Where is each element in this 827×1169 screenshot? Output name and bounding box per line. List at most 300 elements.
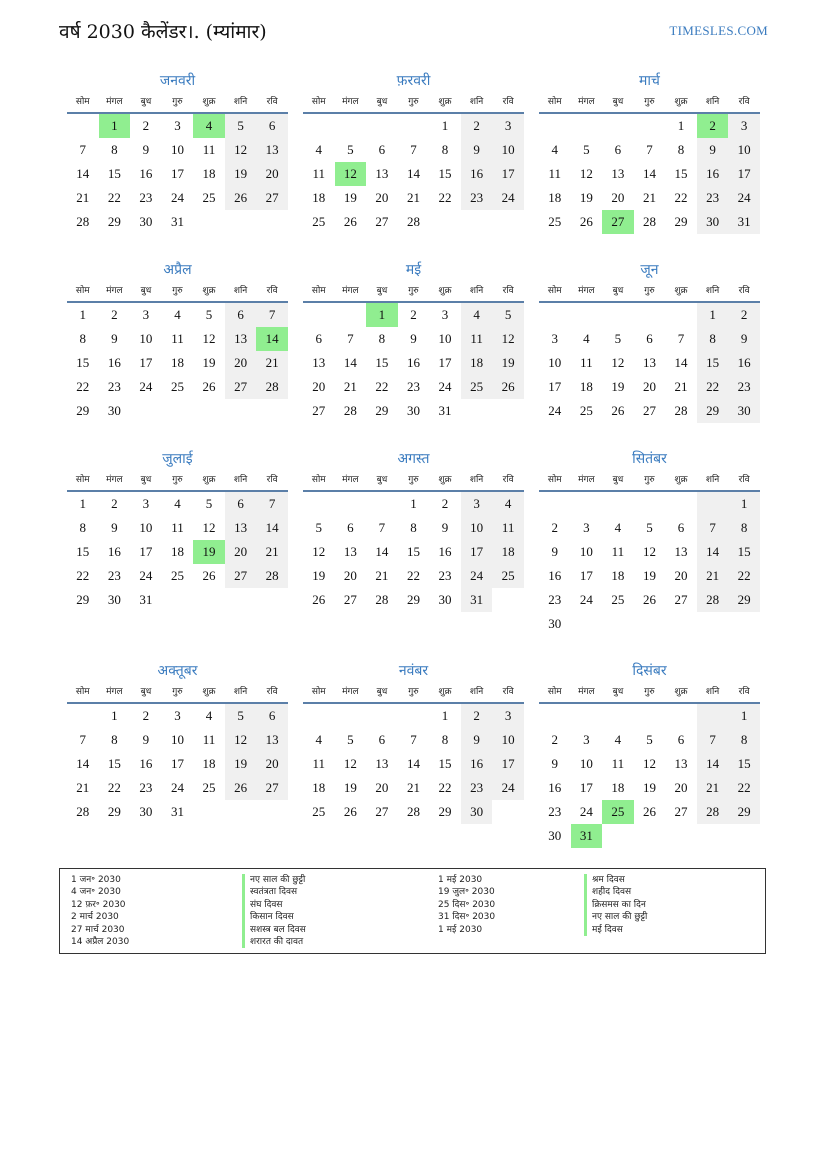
day-cell[interactable]: 9 <box>461 728 493 752</box>
day-cell[interactable]: 15 <box>674 166 688 181</box>
day-cell[interactable]: 13 <box>256 728 288 752</box>
day-cell[interactable]: 20 <box>611 190 625 205</box>
day-cell[interactable]: 21 <box>256 351 288 375</box>
day-cell[interactable]: 17 <box>170 166 184 181</box>
day-cell[interactable]: 11 <box>202 732 216 747</box>
day-cell[interactable]: 28 <box>76 804 90 819</box>
day-cell[interactable]: 9 <box>461 138 493 162</box>
day-cell[interactable]: 15 <box>438 756 452 771</box>
day-cell[interactable]: 15 <box>76 355 90 370</box>
day-cell[interactable]: 17 <box>728 162 760 186</box>
day-cell[interactable]: 2 <box>142 118 150 133</box>
day-cell[interactable]: 22 <box>674 190 688 205</box>
day-cell[interactable]: 3 <box>583 520 590 535</box>
day-cell[interactable]: 18 <box>611 780 625 795</box>
day-cell[interactable]: 15 <box>406 544 420 559</box>
day-cell[interactable]: 20 <box>343 568 357 583</box>
day-cell[interactable]: 21 <box>76 780 90 795</box>
day-cell[interactable]: 28 <box>674 403 688 418</box>
day-cell[interactable]: 7 <box>256 303 288 327</box>
day-cell[interactable]: 22 <box>76 379 90 394</box>
day-cell[interactable]: 27 <box>642 403 656 418</box>
day-cell[interactable]: 15 <box>76 544 90 559</box>
day-cell[interactable]: 4 <box>315 732 323 747</box>
day-cell[interactable]: 20 <box>312 379 326 394</box>
day-cell[interactable]: 29 <box>375 403 389 418</box>
day-cell[interactable]: 14 <box>674 355 688 370</box>
day-cell[interactable]: 23 <box>548 592 562 607</box>
day-cell[interactable]: 3 <box>551 331 559 346</box>
day-cell[interactable]: 28 <box>76 214 90 229</box>
day-cell[interactable]: 22 <box>375 379 389 394</box>
day-cell[interactable]: 17 <box>579 780 593 795</box>
day-cell[interactable]: 19 <box>642 780 656 795</box>
day-cell[interactable]: 15 <box>697 351 729 375</box>
day-cell[interactable]: 26 <box>642 804 656 819</box>
holiday-day-cell[interactable]: 1 <box>99 114 131 138</box>
day-cell[interactable]: 25 <box>548 214 562 229</box>
day-cell[interactable]: 15 <box>107 756 121 771</box>
day-cell[interactable]: 25 <box>170 568 184 583</box>
day-cell[interactable]: 6 <box>677 520 685 535</box>
day-cell[interactable]: 10 <box>170 142 184 157</box>
day-cell[interactable]: 24 <box>139 568 153 583</box>
holiday-day-cell[interactable]: 19 <box>193 540 225 564</box>
day-cell[interactable]: 29 <box>107 214 121 229</box>
day-cell[interactable]: 20 <box>375 190 389 205</box>
day-cell[interactable]: 12 <box>611 355 625 370</box>
day-cell[interactable]: 5 <box>225 114 257 138</box>
day-cell[interactable]: 2 <box>728 303 760 327</box>
day-cell[interactable]: 19 <box>225 752 257 776</box>
day-cell[interactable]: 5 <box>205 496 213 511</box>
day-cell[interactable]: 15 <box>107 166 121 181</box>
day-cell[interactable]: 17 <box>492 752 524 776</box>
day-cell[interactable]: 24 <box>579 592 593 607</box>
day-cell[interactable]: 3 <box>492 114 524 138</box>
day-cell[interactable]: 31 <box>461 588 493 612</box>
day-cell[interactable]: 25 <box>312 804 326 819</box>
day-cell[interactable]: 9 <box>142 732 150 747</box>
day-cell[interactable]: 11 <box>548 166 562 181</box>
day-cell[interactable]: 13 <box>375 756 389 771</box>
day-cell[interactable]: 27 <box>674 804 688 819</box>
day-cell[interactable]: 12 <box>202 520 216 535</box>
day-cell[interactable]: 10 <box>139 520 153 535</box>
day-cell[interactable]: 16 <box>548 568 562 583</box>
day-cell[interactable]: 6 <box>646 331 653 346</box>
day-cell[interactable]: 17 <box>139 355 153 370</box>
day-cell[interactable]: 19 <box>343 780 357 795</box>
day-cell[interactable]: 21 <box>343 379 357 394</box>
day-cell[interactable]: 26 <box>225 186 257 210</box>
day-cell[interactable]: 27 <box>312 403 326 418</box>
day-cell[interactable]: 27 <box>375 214 389 229</box>
day-cell[interactable]: 21 <box>256 540 288 564</box>
day-cell[interactable]: 30 <box>139 804 153 819</box>
day-cell[interactable]: 30 <box>107 403 121 418</box>
day-cell[interactable]: 25 <box>202 190 216 205</box>
day-cell[interactable]: 21 <box>697 564 729 588</box>
day-cell[interactable]: 5 <box>583 142 590 157</box>
day-cell[interactable]: 14 <box>697 540 729 564</box>
day-cell[interactable]: 25 <box>312 214 326 229</box>
day-cell[interactable]: 17 <box>139 544 153 559</box>
day-cell[interactable]: 11 <box>611 756 625 771</box>
day-cell[interactable]: 30 <box>438 592 452 607</box>
day-cell[interactable]: 3 <box>728 114 760 138</box>
day-cell[interactable]: 27 <box>674 592 688 607</box>
day-cell[interactable]: 29 <box>728 588 760 612</box>
day-cell[interactable]: 28 <box>256 564 288 588</box>
day-cell[interactable]: 11 <box>312 756 326 771</box>
day-cell[interactable]: 18 <box>579 379 593 394</box>
day-cell[interactable]: 13 <box>225 516 257 540</box>
day-cell[interactable]: 16 <box>728 351 760 375</box>
day-cell[interactable]: 14 <box>697 752 729 776</box>
day-cell[interactable]: 15 <box>728 540 760 564</box>
day-cell[interactable]: 8 <box>441 142 449 157</box>
day-cell[interactable]: 23 <box>438 568 452 583</box>
day-cell[interactable]: 8 <box>728 516 760 540</box>
day-cell[interactable]: 19 <box>202 355 216 370</box>
day-cell[interactable]: 2 <box>111 496 118 511</box>
day-cell[interactable]: 7 <box>347 331 354 346</box>
day-cell[interactable]: 26 <box>611 403 625 418</box>
day-cell[interactable]: 2 <box>111 307 118 322</box>
day-cell[interactable]: 29 <box>438 804 452 819</box>
day-cell[interactable]: 8 <box>111 142 118 157</box>
day-cell[interactable]: 24 <box>170 780 184 795</box>
day-cell[interactable]: 20 <box>674 568 688 583</box>
day-cell[interactable]: 10 <box>548 355 562 370</box>
day-cell[interactable]: 16 <box>697 162 729 186</box>
day-cell[interactable]: 13 <box>343 544 357 559</box>
day-cell[interactable]: 14 <box>76 166 90 181</box>
day-cell[interactable]: 16 <box>139 166 153 181</box>
day-cell[interactable]: 13 <box>225 327 257 351</box>
day-cell[interactable]: 3 <box>461 492 493 516</box>
day-cell[interactable]: 30 <box>107 592 121 607</box>
day-cell[interactable]: 13 <box>611 166 625 181</box>
day-cell[interactable]: 7 <box>79 142 87 157</box>
day-cell[interactable]: 31 <box>170 214 184 229</box>
day-cell[interactable]: 6 <box>614 142 622 157</box>
day-cell[interactable]: 25 <box>461 375 493 399</box>
day-cell[interactable]: 18 <box>461 351 493 375</box>
day-cell[interactable]: 5 <box>315 520 323 535</box>
day-cell[interactable]: 21 <box>406 190 420 205</box>
day-cell[interactable]: 4 <box>461 303 493 327</box>
day-cell[interactable]: 20 <box>674 780 688 795</box>
day-cell[interactable]: 12 <box>492 327 524 351</box>
day-cell[interactable]: 29 <box>107 804 121 819</box>
day-cell[interactable]: 3 <box>174 118 181 133</box>
day-cell[interactable]: 13 <box>674 544 688 559</box>
day-cell[interactable]: 9 <box>697 138 729 162</box>
day-cell[interactable]: 26 <box>343 804 357 819</box>
day-cell[interactable]: 18 <box>548 190 562 205</box>
day-cell[interactable]: 8 <box>111 732 118 747</box>
holiday-day-cell[interactable]: 31 <box>571 824 603 848</box>
day-cell[interactable]: 6 <box>256 114 288 138</box>
day-cell[interactable]: 3 <box>142 496 150 511</box>
day-cell[interactable]: 31 <box>438 403 452 418</box>
day-cell[interactable]: 19 <box>343 190 357 205</box>
day-cell[interactable]: 13 <box>312 355 326 370</box>
day-cell[interactable]: 1 <box>79 307 87 322</box>
day-cell[interactable]: 27 <box>375 804 389 819</box>
day-cell[interactable]: 2 <box>551 520 559 535</box>
day-cell[interactable]: 23 <box>461 186 493 210</box>
day-cell[interactable]: 31 <box>728 210 760 234</box>
day-cell[interactable]: 3 <box>492 704 524 728</box>
day-cell[interactable]: 13 <box>256 138 288 162</box>
day-cell[interactable]: 6 <box>225 492 257 516</box>
day-cell[interactable]: 6 <box>677 732 685 747</box>
day-cell[interactable]: 4 <box>492 492 524 516</box>
day-cell[interactable]: 14 <box>76 756 90 771</box>
day-cell[interactable]: 14 <box>406 166 420 181</box>
day-cell[interactable]: 30 <box>139 214 153 229</box>
day-cell[interactable]: 30 <box>548 828 562 843</box>
day-cell[interactable]: 28 <box>697 800 729 824</box>
day-cell[interactable]: 26 <box>312 592 326 607</box>
day-cell[interactable]: 2 <box>410 307 417 322</box>
day-cell[interactable]: 12 <box>579 166 593 181</box>
day-cell[interactable]: 8 <box>728 728 760 752</box>
day-cell[interactable]: 14 <box>343 355 357 370</box>
day-cell[interactable]: 27 <box>256 776 288 800</box>
day-cell[interactable]: 19 <box>579 190 593 205</box>
day-cell[interactable]: 16 <box>107 544 121 559</box>
day-cell[interactable]: 2 <box>461 704 493 728</box>
day-cell[interactable]: 1 <box>677 118 685 133</box>
day-cell[interactable]: 24 <box>170 190 184 205</box>
day-cell[interactable]: 22 <box>107 190 121 205</box>
day-cell[interactable]: 6 <box>378 142 386 157</box>
day-cell[interactable]: 7 <box>410 732 417 747</box>
day-cell[interactable]: 11 <box>312 166 326 181</box>
day-cell[interactable]: 24 <box>492 186 524 210</box>
day-cell[interactable]: 21 <box>76 190 90 205</box>
day-cell[interactable]: 7 <box>378 520 386 535</box>
day-cell[interactable]: 10 <box>579 756 593 771</box>
day-cell[interactable]: 9 <box>551 544 559 559</box>
day-cell[interactable]: 5 <box>492 303 524 327</box>
day-cell[interactable]: 4 <box>315 142 323 157</box>
day-cell[interactable]: 18 <box>202 166 216 181</box>
day-cell[interactable]: 27 <box>343 592 357 607</box>
day-cell[interactable]: 8 <box>677 142 685 157</box>
day-cell[interactable]: 7 <box>697 728 729 752</box>
day-cell[interactable]: 6 <box>378 732 386 747</box>
day-cell[interactable]: 9 <box>410 331 417 346</box>
day-cell[interactable]: 13 <box>642 355 656 370</box>
day-cell[interactable]: 3 <box>142 307 150 322</box>
day-cell[interactable]: 20 <box>225 351 257 375</box>
day-cell[interactable]: 12 <box>642 544 656 559</box>
day-cell[interactable]: 24 <box>461 564 493 588</box>
day-cell[interactable]: 4 <box>174 496 181 511</box>
day-cell[interactable]: 24 <box>548 403 562 418</box>
day-cell[interactable]: 11 <box>492 516 524 540</box>
day-cell[interactable]: 11 <box>202 142 216 157</box>
day-cell[interactable]: 4 <box>174 307 181 322</box>
day-cell[interactable]: 23 <box>107 568 121 583</box>
day-cell[interactable]: 22 <box>76 568 90 583</box>
day-cell[interactable]: 26 <box>343 214 357 229</box>
day-cell[interactable]: 1 <box>410 496 417 511</box>
day-cell[interactable]: 17 <box>579 568 593 583</box>
day-cell[interactable]: 1 <box>697 303 729 327</box>
day-cell[interactable]: 29 <box>406 592 420 607</box>
day-cell[interactable]: 20 <box>642 379 656 394</box>
day-cell[interactable]: 7 <box>646 142 653 157</box>
day-cell[interactable]: 19 <box>492 351 524 375</box>
day-cell[interactable]: 9 <box>728 327 760 351</box>
day-cell[interactable]: 24 <box>492 776 524 800</box>
site-link[interactable]: TIMESLES.COM <box>669 23 768 38</box>
day-cell[interactable]: 13 <box>375 166 389 181</box>
day-cell[interactable]: 7 <box>256 492 288 516</box>
day-cell[interactable]: 19 <box>611 379 625 394</box>
day-cell[interactable]: 22 <box>107 780 121 795</box>
holiday-day-cell[interactable]: 27 <box>602 210 634 234</box>
day-cell[interactable]: 18 <box>312 190 326 205</box>
day-cell[interactable]: 25 <box>492 564 524 588</box>
day-cell[interactable]: 29 <box>76 592 90 607</box>
day-cell[interactable]: 21 <box>674 379 688 394</box>
day-cell[interactable]: 5 <box>646 732 653 747</box>
day-cell[interactable]: 24 <box>579 804 593 819</box>
day-cell[interactable]: 13 <box>674 756 688 771</box>
day-cell[interactable]: 27 <box>225 564 257 588</box>
day-cell[interactable]: 6 <box>347 520 354 535</box>
day-cell[interactable]: 29 <box>76 403 90 418</box>
day-cell[interactable]: 23 <box>461 776 493 800</box>
day-cell[interactable]: 18 <box>202 756 216 771</box>
day-cell[interactable]: 19 <box>312 568 326 583</box>
day-cell[interactable]: 3 <box>174 708 181 723</box>
day-cell[interactable]: 22 <box>697 375 729 399</box>
holiday-day-cell[interactable]: 12 <box>335 162 367 186</box>
day-cell[interactable]: 20 <box>375 780 389 795</box>
day-cell[interactable]: 14 <box>375 544 389 559</box>
day-cell[interactable]: 20 <box>256 752 288 776</box>
day-cell[interactable]: 26 <box>202 568 216 583</box>
day-cell[interactable]: 10 <box>461 516 493 540</box>
day-cell[interactable]: 28 <box>375 592 389 607</box>
day-cell[interactable]: 4 <box>614 520 622 535</box>
day-cell[interactable]: 18 <box>312 780 326 795</box>
day-cell[interactable]: 8 <box>410 520 417 535</box>
day-cell[interactable]: 27 <box>256 186 288 210</box>
day-cell[interactable]: 8 <box>79 331 87 346</box>
day-cell[interactable]: 6 <box>225 303 257 327</box>
day-cell[interactable]: 20 <box>256 162 288 186</box>
day-cell[interactable]: 17 <box>170 756 184 771</box>
day-cell[interactable]: 1 <box>728 704 760 728</box>
day-cell[interactable]: 16 <box>461 752 493 776</box>
day-cell[interactable]: 25 <box>579 403 593 418</box>
day-cell[interactable]: 21 <box>375 568 389 583</box>
day-cell[interactable]: 16 <box>461 162 493 186</box>
day-cell[interactable]: 29 <box>728 800 760 824</box>
day-cell[interactable]: 11 <box>580 355 593 370</box>
day-cell[interactable]: 5 <box>614 331 622 346</box>
day-cell[interactable]: 22 <box>438 780 452 795</box>
day-cell[interactable]: 10 <box>492 728 524 752</box>
day-cell[interactable]: 22 <box>438 190 452 205</box>
day-cell[interactable]: 16 <box>139 756 153 771</box>
day-cell[interactable]: 9 <box>111 331 118 346</box>
day-cell[interactable]: 6 <box>256 704 288 728</box>
day-cell[interactable]: 23 <box>139 780 153 795</box>
day-cell[interactable]: 17 <box>461 540 493 564</box>
day-cell[interactable]: 30 <box>728 399 760 423</box>
day-cell[interactable]: 18 <box>611 568 625 583</box>
day-cell[interactable]: 26 <box>202 379 216 394</box>
day-cell[interactable]: 9 <box>142 142 150 157</box>
day-cell[interactable]: 7 <box>79 732 87 747</box>
day-cell[interactable]: 23 <box>548 804 562 819</box>
day-cell[interactable]: 19 <box>225 162 257 186</box>
day-cell[interactable]: 1 <box>79 496 87 511</box>
day-cell[interactable]: 2 <box>142 708 150 723</box>
day-cell[interactable]: 29 <box>697 399 729 423</box>
day-cell[interactable]: 15 <box>375 355 389 370</box>
day-cell[interactable]: 2 <box>551 732 559 747</box>
day-cell[interactable]: 21 <box>697 776 729 800</box>
day-cell[interactable]: 31 <box>139 592 153 607</box>
day-cell[interactable]: 23 <box>728 375 760 399</box>
day-cell[interactable]: 16 <box>406 355 420 370</box>
day-cell[interactable]: 8 <box>441 732 449 747</box>
day-cell[interactable]: 12 <box>312 544 326 559</box>
day-cell[interactable]: 18 <box>492 540 524 564</box>
day-cell[interactable]: 5 <box>205 307 213 322</box>
day-cell[interactable]: 28 <box>343 403 357 418</box>
day-cell[interactable]: 9 <box>551 756 559 771</box>
day-cell[interactable]: 27 <box>225 375 257 399</box>
day-cell[interactable]: 10 <box>170 732 184 747</box>
day-cell[interactable]: 1 <box>441 708 449 723</box>
day-cell[interactable]: 16 <box>548 780 562 795</box>
day-cell[interactable]: 28 <box>406 804 420 819</box>
day-cell[interactable]: 29 <box>674 214 688 229</box>
day-cell[interactable]: 4 <box>551 142 559 157</box>
day-cell[interactable]: 24 <box>728 186 760 210</box>
day-cell[interactable]: 5 <box>225 704 257 728</box>
day-cell[interactable]: 28 <box>642 214 656 229</box>
day-cell[interactable]: 5 <box>347 732 354 747</box>
day-cell[interactable]: 28 <box>697 588 729 612</box>
day-cell[interactable]: 14 <box>256 516 288 540</box>
day-cell[interactable]: 4 <box>205 708 213 723</box>
day-cell[interactable]: 30 <box>697 210 729 234</box>
day-cell[interactable]: 11 <box>171 520 184 535</box>
day-cell[interactable]: 17 <box>492 162 524 186</box>
day-cell[interactable]: 26 <box>225 776 257 800</box>
holiday-day-cell[interactable]: 14 <box>256 327 288 351</box>
holiday-day-cell[interactable]: 4 <box>193 114 225 138</box>
day-cell[interactable]: 4 <box>614 732 622 747</box>
day-cell[interactable]: 9 <box>441 520 449 535</box>
day-cell[interactable]: 23 <box>139 190 153 205</box>
day-cell[interactable]: 2 <box>461 114 493 138</box>
day-cell[interactable]: 12 <box>225 728 257 752</box>
